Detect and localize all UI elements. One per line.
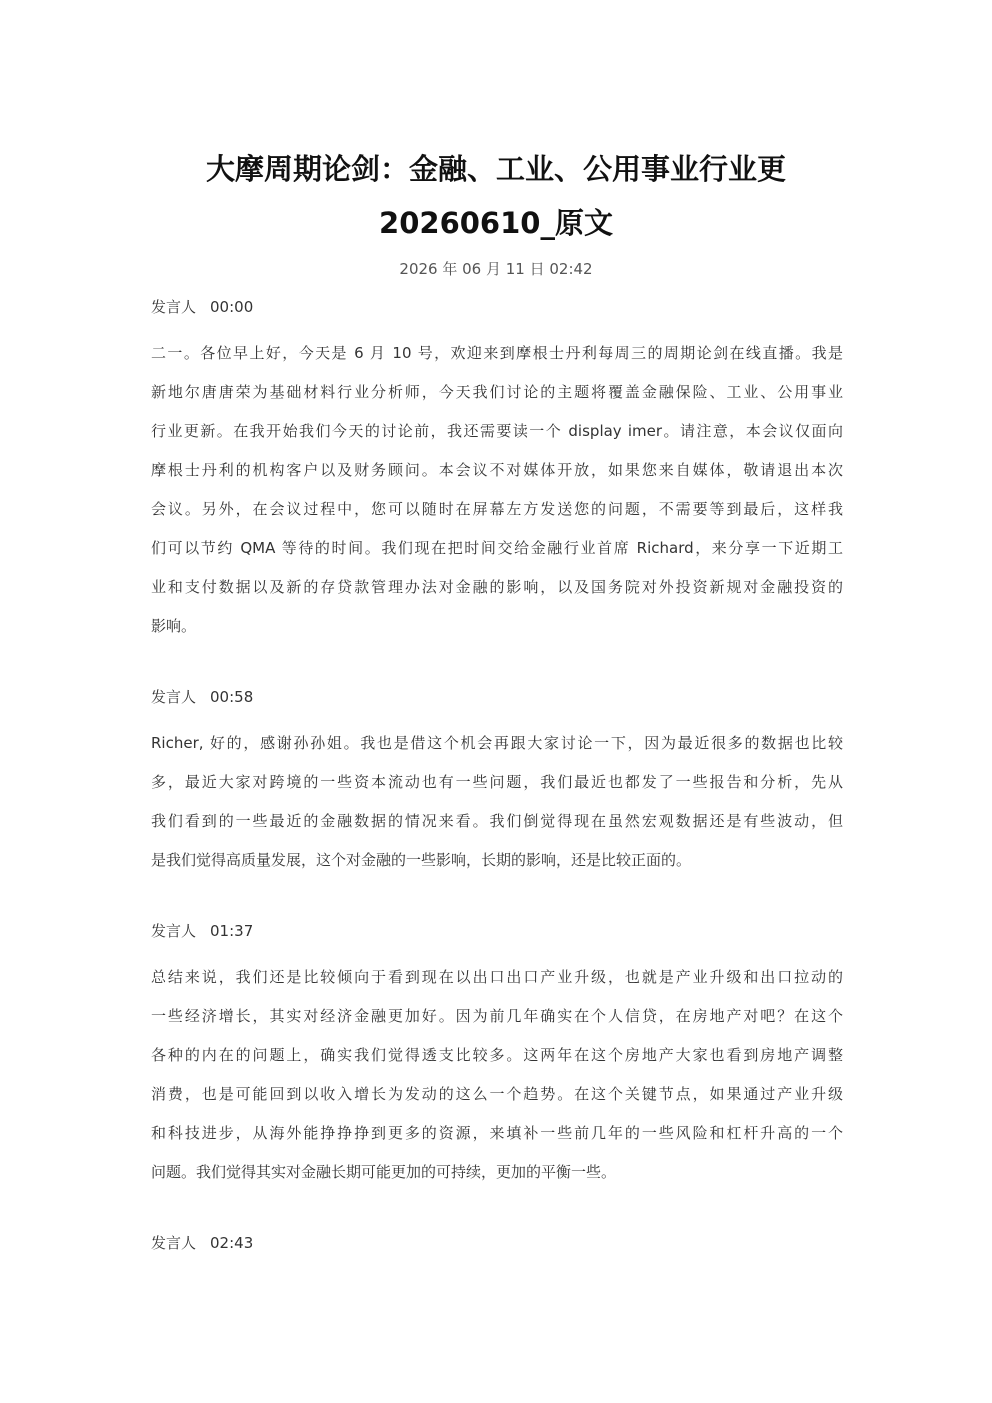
speaker-header: [151, 685, 843, 709]
paragraph-line: 一些经济增长，其实对经济金融更加好。因为前几年确实在个人信贷，在房地产对吧？在这个: [151, 1007, 843, 1025]
transcript-entry: [151, 685, 843, 880]
document-title: [100, 142, 892, 250]
speaker-timestamp: 01:37: [210, 922, 254, 940]
title-line-2: 20260610_原文: [379, 206, 613, 240]
speech-paragraph: [151, 958, 843, 1192]
speaker-timestamp: 00:58: [210, 688, 254, 706]
paragraph-line: 问题。我们觉得其实对金融长期可能更加的可持续，更加的平衡一些。: [151, 1163, 617, 1181]
paragraph-line: 消费，也是可能回到以收入增长为发动的这么一个趋势。在这个关键节点，如果通过产业升级: [151, 1085, 843, 1103]
speech-paragraph: [151, 334, 843, 646]
title-line-1: 大摩周期论剑：金融、工业、公用事业行业更: [205, 152, 786, 186]
speech-paragraph: [151, 724, 843, 880]
speaker-header: [151, 919, 843, 943]
paragraph-line: 会议。另外，在会议过程中，您可以随时在屏幕左方发送您的问题，不需要等到最后，这样我: [151, 500, 843, 518]
transcript-body: [151, 295, 843, 1294]
speaker-timestamp: 00:00: [210, 298, 254, 316]
paragraph-line: 摩根士丹利的机构客户以及财务顾问。本会议不对媒体开放，如果您来自媒体，敬请退出本次: [151, 461, 843, 479]
paragraph-line: 我们看到的一些最近的金融数据的情况来看。我们倒觉得现在虽然宏观数据还是有些波动，但: [151, 812, 843, 830]
speaker-name: 发言人: [151, 922, 197, 940]
paragraph-line: 行业更新。在我开始我们今天的讨论前，我还需要读一个 display imer。请注意，本会议仅面向: [151, 422, 843, 440]
paragraph-line: 和科技进步，从海外能挣挣挣到更多的资源，来填补一些前几年的一些风险和杠杆升高的一个: [151, 1124, 843, 1142]
paragraph-line: 二一。各位早上好，今天是 6 月 10 号，欢迎来到摩根士丹利每周三的周期论剑在线直播。我是: [151, 344, 843, 362]
speaker-header: [151, 295, 843, 319]
transcript-entry: [151, 1231, 843, 1255]
speaker-name: 发言人: [151, 1234, 197, 1252]
paragraph-line: 新地尔唐唐荣为基础材料行业分析师，今天我们讨论的主题将覆盖金融保险、工业、公用事业: [151, 383, 843, 401]
transcript-entry: [151, 919, 843, 1192]
paragraph-line: 们可以节约 QMA 等待的时间。我们现在把时间交给金融行业首席 Richard，来分享一下近期工: [151, 539, 843, 557]
paragraph-line: 总结来说，我们还是比较倾向于看到现在以出口出口产业升级，也就是产业升级和出口拉动的: [151, 968, 843, 986]
speaker-name: 发言人: [151, 688, 197, 706]
paragraph-line: 业和支付数据以及新的存贷款管理办法对金融的影响，以及国务院对外投资新规对金融投资的: [151, 578, 843, 596]
paragraph-line: 是我们觉得高质量发展，这个对金融的一些影响，长期的影响，还是比较正面的。: [151, 851, 692, 869]
speaker-header: [151, 1231, 843, 1255]
transcript-entry: [151, 295, 843, 646]
document-date: 2026 年 06 月 11 日 02:42: [399, 260, 593, 278]
paragraph-line: 多，最近大家对跨境的一些资本流动也有一些问题，我们最近也都发了一些报告和分析，先从: [151, 773, 843, 791]
speaker-timestamp: 02:43: [210, 1234, 254, 1252]
paragraph-line: Richer, 好的，感谢孙孙姐。我也是借这个机会再跟大家讨论一下，因为最近很多的数据也比较: [151, 734, 843, 752]
speaker-name: 发言人: [151, 298, 197, 316]
paragraph-line: 各种的内在的问题上，确实我们觉得透支比较多。这两年在这个房地产大家也看到房地产调整: [151, 1046, 843, 1064]
paragraph-line: 影响。: [151, 617, 197, 635]
